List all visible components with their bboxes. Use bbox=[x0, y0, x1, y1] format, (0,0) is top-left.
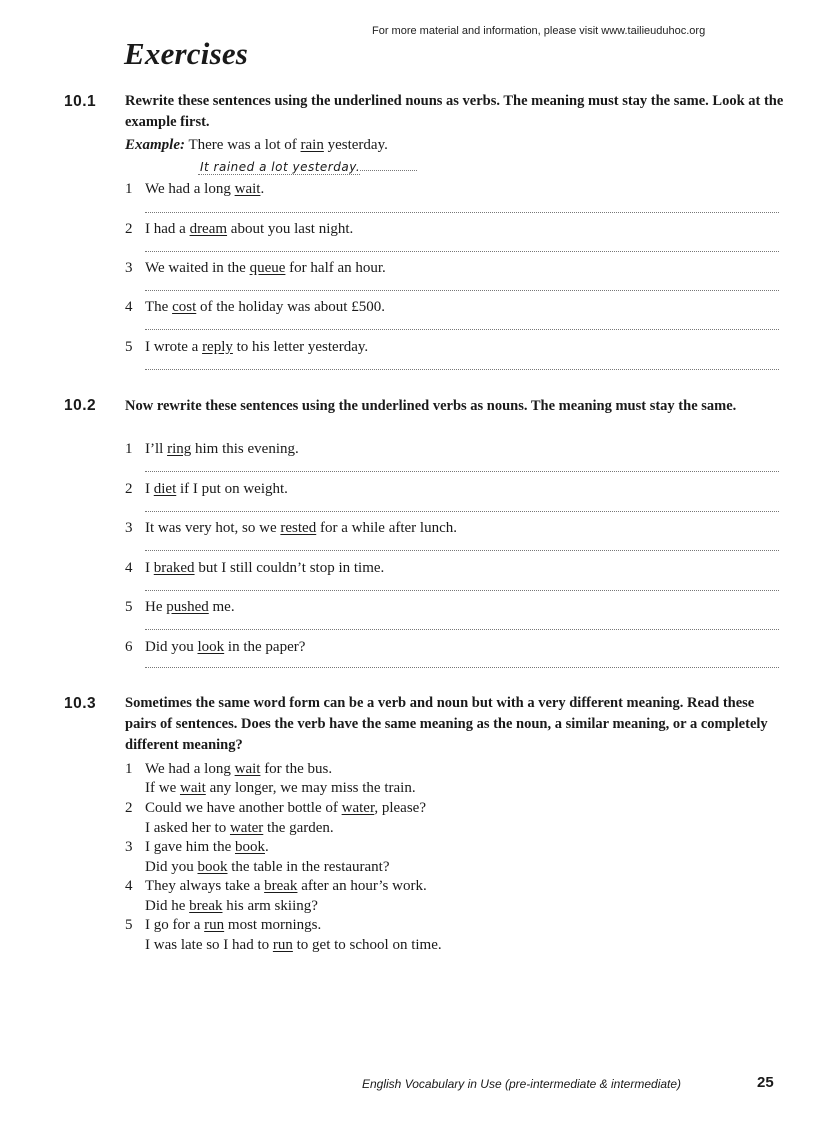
answer-line[interactable] bbox=[145, 290, 779, 291]
list-item-pair: I was late so I had to run to get to school on time. bbox=[145, 937, 442, 953]
example-line bbox=[125, 135, 388, 155]
example-text-pre: There was a lot of bbox=[188, 137, 301, 153]
example-answer: It rained a lot yesterday. bbox=[200, 160, 361, 174]
exercise-number: 10.3 bbox=[64, 695, 97, 712]
list-item: 4 I braked but I still couldn’t stop in time. bbox=[125, 560, 385, 576]
example-label: Example: bbox=[125, 137, 185, 153]
list-item-pair: If we wait any longer, we may miss the train. bbox=[145, 780, 416, 796]
answer-line[interactable] bbox=[145, 212, 779, 213]
footer-book-title: English Vocabulary in Use (pre-intermediate & intermediate) bbox=[362, 1077, 682, 1091]
list-item: 2 I had a dream about you last night. bbox=[125, 221, 354, 237]
list-item: 1 We had a long wait for the bus. bbox=[125, 761, 333, 777]
list-item: 3 I gave him the book. bbox=[125, 839, 269, 855]
list-item: 5 I go for a run most mornings. bbox=[125, 917, 322, 933]
answer-line[interactable] bbox=[145, 667, 779, 668]
answer-line[interactable] bbox=[145, 329, 779, 330]
answer-line[interactable] bbox=[145, 511, 779, 512]
list-item: 5 I wrote a reply to his letter yesterday. bbox=[125, 339, 369, 355]
list-item: 2 I diet if I put on weight. bbox=[125, 481, 288, 497]
list-item: 4 They always take a break after an hour’s work. bbox=[125, 878, 427, 894]
list-item: 1 We had a long wait. bbox=[125, 181, 265, 197]
list-item: 3 We waited in the queue for half an hour. bbox=[125, 260, 386, 276]
list-item-pair: I asked her to water the garden. bbox=[145, 820, 334, 836]
answer-line[interactable] bbox=[145, 550, 779, 551]
page-title: Exercises bbox=[124, 36, 249, 71]
example-answer-line bbox=[198, 156, 417, 177]
answer-line[interactable] bbox=[145, 590, 779, 591]
exercise-instructions: Rewrite these sentences using the underlined nouns as verbs. The meaning must stay the same. Look at the example first. bbox=[125, 93, 784, 130]
answer-line[interactable] bbox=[145, 471, 779, 472]
list-item: 5 He pushed me. bbox=[125, 599, 235, 615]
answer-line[interactable] bbox=[145, 251, 779, 252]
exercise-number: 10.1 bbox=[64, 93, 97, 110]
header-note: For more material and information, please visit www.tailieuduhoc.org bbox=[372, 25, 706, 37]
list-item-pair: Did you book the table in the restaurant? bbox=[145, 859, 390, 875]
exercise-instructions: Now rewrite these sentences using the underlined verbs as nouns. The meaning must stay the same. bbox=[125, 398, 737, 414]
example-underlined-word: rain bbox=[300, 137, 324, 153]
answer-line[interactable] bbox=[145, 629, 779, 630]
list-item: 6 Did you look in the paper? bbox=[125, 639, 306, 655]
list-item-pair: Did he break his arm skiing? bbox=[145, 898, 318, 914]
list-item: 1 I’ll ring him this evening. bbox=[125, 441, 299, 457]
answer-line[interactable] bbox=[145, 369, 779, 370]
exercise-instructions: Sometimes the same word form can be a verb and noun but with a very different meaning. Read these pairs of sentences. Does the verb have the same meaning as the noun, a similar meaning, or a completely different meaning? bbox=[125, 695, 768, 753]
list-item: 3 It was very hot, so we rested for a while after lunch. bbox=[125, 520, 457, 536]
example-text-post: yesterday. bbox=[323, 137, 388, 153]
list-item: 2 Could we have another bottle of water, please? bbox=[125, 800, 426, 816]
list-item: 4 The cost of the holiday was about £500. bbox=[125, 299, 385, 315]
exercise-number: 10.2 bbox=[64, 397, 97, 414]
page-number: 25 bbox=[757, 1074, 774, 1091]
